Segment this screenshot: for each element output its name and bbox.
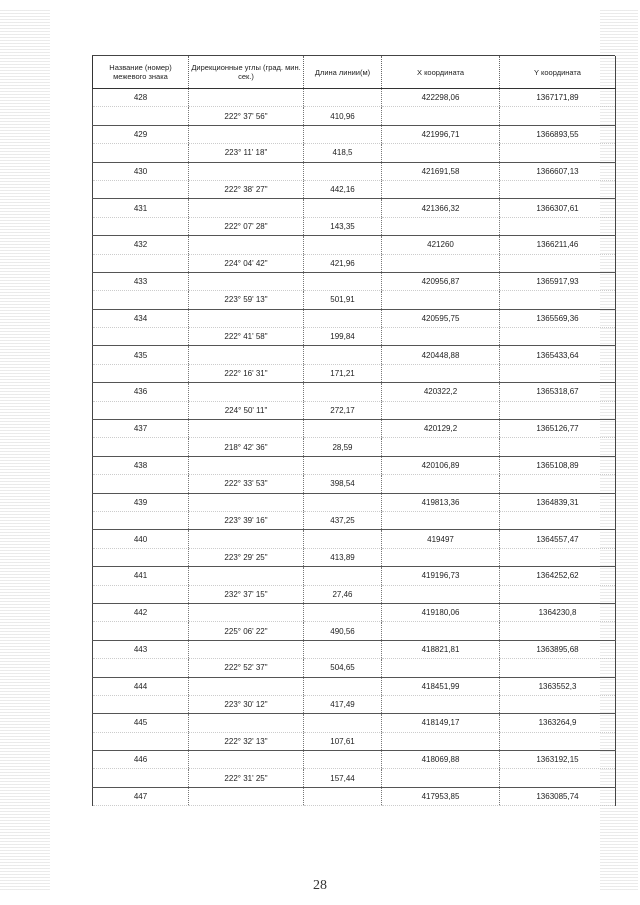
point-name: 428 [93, 89, 189, 107]
y-empty [500, 732, 616, 750]
point-row [93, 89, 616, 107]
segment-row [93, 401, 616, 419]
direction-angle: 222° 38' 27" [189, 180, 304, 198]
x-coordinate: 420322,2 [382, 383, 500, 401]
point-empty [93, 585, 189, 603]
x-coordinate: 419497 [382, 530, 500, 548]
y-empty [500, 548, 616, 566]
line-length: 501,91 [304, 291, 382, 309]
segment-row [93, 364, 616, 382]
point-empty [93, 144, 189, 162]
line-length: 490,56 [304, 622, 382, 640]
point-empty [93, 622, 189, 640]
y-empty [500, 695, 616, 713]
angle-empty [189, 640, 304, 658]
col-header-length: Длина линии(м) [304, 56, 382, 89]
x-empty [382, 401, 500, 419]
point-empty [93, 328, 189, 346]
point-name: 434 [93, 309, 189, 327]
segment-row [93, 695, 616, 713]
direction-angle: 224° 50' 11" [189, 401, 304, 419]
y-coordinate: 1365126,77 [500, 420, 616, 438]
line-length: 413,89 [304, 548, 382, 566]
segment-row [93, 659, 616, 677]
length-empty [304, 383, 382, 401]
length-empty [304, 530, 382, 548]
x-coordinate: 420448,88 [382, 346, 500, 364]
point-empty [93, 254, 189, 272]
y-coordinate: 1364230,8 [500, 603, 616, 621]
point-name: 437 [93, 420, 189, 438]
scan-noise-left [0, 10, 50, 890]
y-empty [500, 659, 616, 677]
point-name: 431 [93, 199, 189, 217]
point-row [93, 162, 616, 180]
y-coordinate: 1363085,74 [500, 787, 616, 805]
point-row [93, 530, 616, 548]
y-coordinate: 1363264,9 [500, 714, 616, 732]
line-length: 504,65 [304, 659, 382, 677]
point-name: 432 [93, 236, 189, 254]
angle-empty [189, 89, 304, 107]
x-empty [382, 659, 500, 677]
y-empty [500, 180, 616, 198]
point-name: 444 [93, 677, 189, 695]
segment-row [93, 548, 616, 566]
segment-row [93, 328, 616, 346]
point-name: 446 [93, 751, 189, 769]
point-empty [93, 548, 189, 566]
point-row [93, 456, 616, 474]
point-row [93, 236, 616, 254]
length-empty [304, 456, 382, 474]
col-header-point: Название (номер) межевого знака [93, 56, 189, 89]
point-name: 436 [93, 383, 189, 401]
table-header-row [93, 56, 616, 89]
angle-empty [189, 199, 304, 217]
direction-angle: 223° 39' 16" [189, 511, 304, 529]
direction-angle: 232° 37' 15" [189, 585, 304, 603]
length-empty [304, 640, 382, 658]
angle-empty [189, 751, 304, 769]
direction-angle: 222° 41' 58" [189, 328, 304, 346]
point-name: 447 [93, 787, 189, 805]
length-empty [304, 714, 382, 732]
angle-empty [189, 162, 304, 180]
x-empty [382, 732, 500, 750]
point-row [93, 640, 616, 658]
direction-angle: 223° 59' 13" [189, 291, 304, 309]
x-empty [382, 511, 500, 529]
segment-row [93, 769, 616, 787]
x-coordinate: 418069,88 [382, 751, 500, 769]
point-name: 445 [93, 714, 189, 732]
y-empty [500, 144, 616, 162]
line-length: 157,44 [304, 769, 382, 787]
col-header-y: Y координата [500, 56, 616, 89]
x-coordinate: 418451,99 [382, 677, 500, 695]
y-empty [500, 254, 616, 272]
y-coordinate: 1363552,3 [500, 677, 616, 695]
angle-empty [189, 309, 304, 327]
direction-angle: 223° 30' 12" [189, 695, 304, 713]
y-coordinate: 1363895,68 [500, 640, 616, 658]
x-coordinate: 418149,17 [382, 714, 500, 732]
direction-angle: 224° 04' 42" [189, 254, 304, 272]
point-empty [93, 769, 189, 787]
point-empty [93, 180, 189, 198]
point-name: 443 [93, 640, 189, 658]
point-name: 433 [93, 272, 189, 290]
angle-empty [189, 383, 304, 401]
segment-row [93, 180, 616, 198]
y-empty [500, 475, 616, 493]
y-coordinate: 1365433,64 [500, 346, 616, 364]
y-empty [500, 107, 616, 125]
point-row [93, 751, 616, 769]
x-empty [382, 364, 500, 382]
point-row [93, 309, 616, 327]
y-empty [500, 328, 616, 346]
segment-row [93, 511, 616, 529]
angle-empty [189, 677, 304, 695]
segment-row [93, 438, 616, 456]
x-empty [382, 548, 500, 566]
y-empty [500, 217, 616, 235]
direction-angle: 225° 06' 22" [189, 622, 304, 640]
y-empty [500, 438, 616, 456]
point-empty [93, 291, 189, 309]
line-length: 143,35 [304, 217, 382, 235]
direction-angle: 222° 52' 37" [189, 659, 304, 677]
direction-angle: 222° 07' 28" [189, 217, 304, 235]
x-empty [382, 438, 500, 456]
line-length: 418,5 [304, 144, 382, 162]
length-empty [304, 125, 382, 143]
line-length: 199,84 [304, 328, 382, 346]
y-coordinate: 1365569,36 [500, 309, 616, 327]
angle-empty [189, 787, 304, 805]
point-row [93, 567, 616, 585]
y-empty [500, 401, 616, 419]
x-empty [382, 291, 500, 309]
x-coordinate: 419180,06 [382, 603, 500, 621]
point-row [93, 272, 616, 290]
point-name: 440 [93, 530, 189, 548]
length-empty [304, 787, 382, 805]
y-coordinate: 1365917,93 [500, 272, 616, 290]
direction-angle: 222° 33' 53" [189, 475, 304, 493]
segment-row [93, 254, 616, 272]
point-name: 429 [93, 125, 189, 143]
x-empty [382, 180, 500, 198]
x-empty [382, 144, 500, 162]
y-coordinate: 1366211,46 [500, 236, 616, 254]
x-empty [382, 254, 500, 272]
length-empty [304, 199, 382, 217]
angle-empty [189, 346, 304, 364]
point-empty [93, 475, 189, 493]
x-coordinate: 419813,36 [382, 493, 500, 511]
angle-empty [189, 714, 304, 732]
length-empty [304, 309, 382, 327]
line-length: 27,46 [304, 585, 382, 603]
x-coordinate: 420956,87 [382, 272, 500, 290]
point-row [93, 125, 616, 143]
y-coordinate: 1366307,61 [500, 199, 616, 217]
x-coordinate: 418821,81 [382, 640, 500, 658]
direction-angle: 222° 37' 56" [189, 107, 304, 125]
y-empty [500, 511, 616, 529]
y-empty [500, 585, 616, 603]
point-name: 430 [93, 162, 189, 180]
line-length: 272,17 [304, 401, 382, 419]
y-coordinate: 1366607,13 [500, 162, 616, 180]
length-empty [304, 603, 382, 621]
point-row [93, 603, 616, 621]
line-length: 28,59 [304, 438, 382, 456]
x-empty [382, 475, 500, 493]
point-empty [93, 438, 189, 456]
line-length: 410,96 [304, 107, 382, 125]
segment-row [93, 732, 616, 750]
point-empty [93, 511, 189, 529]
point-empty [93, 107, 189, 125]
angle-empty [189, 456, 304, 474]
y-coordinate: 1364839,31 [500, 493, 616, 511]
x-empty [382, 622, 500, 640]
point-name: 435 [93, 346, 189, 364]
x-empty [382, 769, 500, 787]
segment-row [93, 217, 616, 235]
point-name: 438 [93, 456, 189, 474]
direction-angle: 223° 29' 25" [189, 548, 304, 566]
angle-empty [189, 420, 304, 438]
length-empty [304, 236, 382, 254]
line-length: 107,61 [304, 732, 382, 750]
length-empty [304, 567, 382, 585]
point-row [93, 420, 616, 438]
point-empty [93, 659, 189, 677]
point-row [93, 714, 616, 732]
y-empty [500, 622, 616, 640]
length-empty [304, 272, 382, 290]
segment-row [93, 107, 616, 125]
x-empty [382, 585, 500, 603]
angle-empty [189, 603, 304, 621]
x-coordinate: 419196,73 [382, 567, 500, 585]
x-coordinate: 421691,58 [382, 162, 500, 180]
angle-empty [189, 236, 304, 254]
point-row [93, 383, 616, 401]
point-name: 441 [93, 567, 189, 585]
line-length: 171,21 [304, 364, 382, 382]
col-header-angle: Дирекционные углы (град. мин. сек.) [189, 56, 304, 89]
y-coordinate: 1364557,47 [500, 530, 616, 548]
point-empty [93, 217, 189, 235]
segment-row [93, 622, 616, 640]
length-empty [304, 420, 382, 438]
segment-row [93, 475, 616, 493]
y-coordinate: 1363192,15 [500, 751, 616, 769]
line-length: 398,54 [304, 475, 382, 493]
x-coordinate: 420106,89 [382, 456, 500, 474]
page-number: 28 [313, 878, 327, 893]
y-coordinate: 1367171,89 [500, 89, 616, 107]
direction-angle: 218° 42' 36" [189, 438, 304, 456]
y-empty [500, 364, 616, 382]
y-coordinate: 1365318,67 [500, 383, 616, 401]
point-name: 442 [93, 603, 189, 621]
x-coordinate: 420129,2 [382, 420, 500, 438]
length-empty [304, 493, 382, 511]
x-empty [382, 695, 500, 713]
length-empty [304, 162, 382, 180]
coordinate-table [92, 56, 616, 806]
point-row [93, 677, 616, 695]
y-coordinate: 1366893,55 [500, 125, 616, 143]
x-coordinate: 422298,06 [382, 89, 500, 107]
line-length: 437,25 [304, 511, 382, 529]
length-empty [304, 751, 382, 769]
x-coordinate: 420595,75 [382, 309, 500, 327]
angle-empty [189, 567, 304, 585]
angle-empty [189, 530, 304, 548]
direction-angle: 222° 32' 13" [189, 732, 304, 750]
segment-row [93, 291, 616, 309]
angle-empty [189, 125, 304, 143]
point-empty [93, 364, 189, 382]
x-coordinate: 421996,71 [382, 125, 500, 143]
point-row [93, 346, 616, 364]
point-row [93, 199, 616, 217]
y-coordinate: 1365108,89 [500, 456, 616, 474]
point-empty [93, 732, 189, 750]
line-length: 421,96 [304, 254, 382, 272]
angle-empty [189, 493, 304, 511]
direction-angle: 222° 16' 31" [189, 364, 304, 382]
line-length: 442,16 [304, 180, 382, 198]
segment-row [93, 144, 616, 162]
col-header-x: X координата [382, 56, 500, 89]
angle-empty [189, 272, 304, 290]
table-body [93, 89, 616, 806]
x-coordinate: 417953,85 [382, 787, 500, 805]
point-name: 439 [93, 493, 189, 511]
point-row [93, 493, 616, 511]
length-empty [304, 677, 382, 695]
segment-row [93, 585, 616, 603]
point-empty [93, 695, 189, 713]
point-row [93, 787, 616, 805]
y-empty [500, 769, 616, 787]
x-empty [382, 328, 500, 346]
direction-angle: 222° 31' 25" [189, 769, 304, 787]
x-coordinate: 421260 [382, 236, 500, 254]
x-empty [382, 107, 500, 125]
length-empty [304, 346, 382, 364]
direction-angle: 223° 11' 18" [189, 144, 304, 162]
x-empty [382, 217, 500, 235]
length-empty [304, 89, 382, 107]
line-length: 417,49 [304, 695, 382, 713]
point-empty [93, 401, 189, 419]
y-coordinate: 1364252,62 [500, 567, 616, 585]
y-empty [500, 291, 616, 309]
x-coordinate: 421366,32 [382, 199, 500, 217]
